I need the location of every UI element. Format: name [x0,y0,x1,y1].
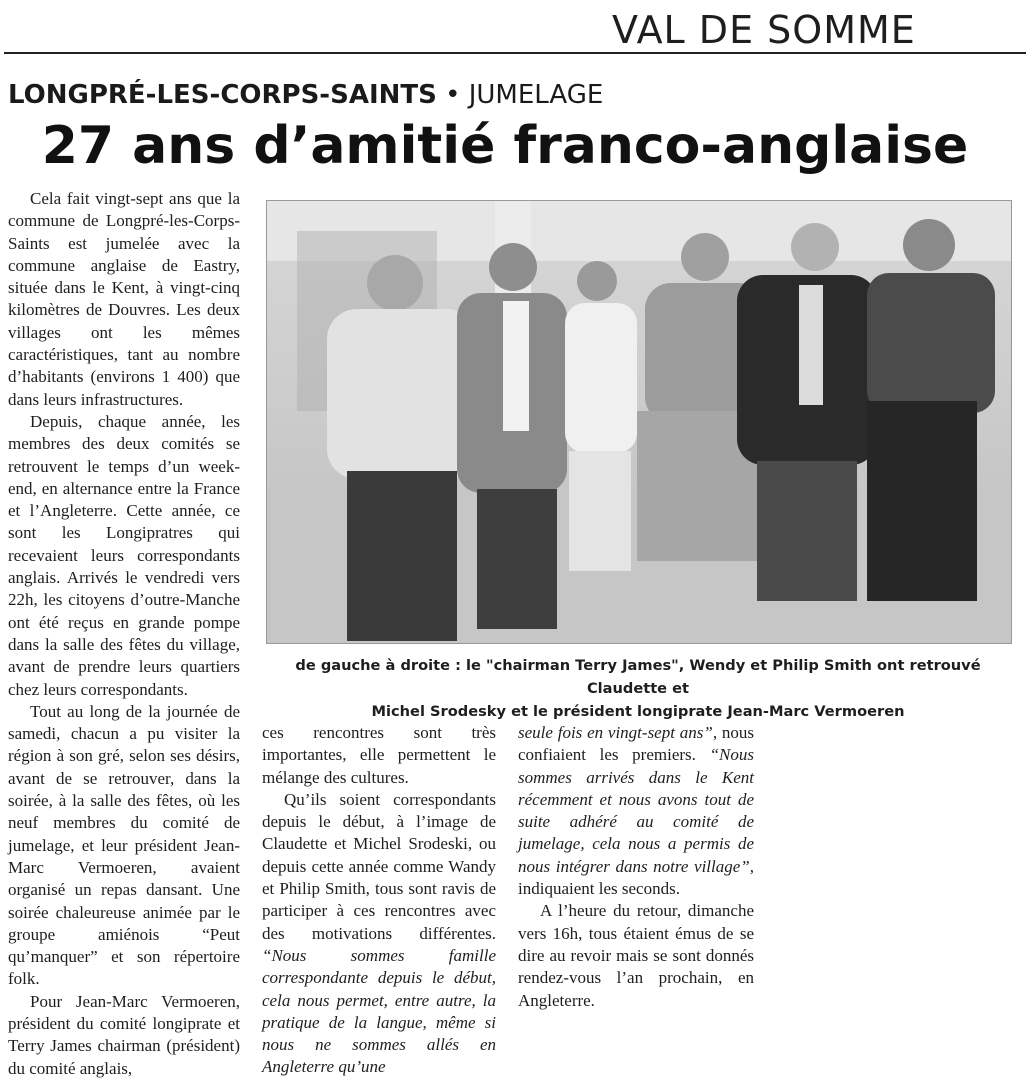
paragraph-1: Cela fait vingt-sept ans que la commune de Longpré-les-Corps-Saints est jumelée avec la commune anglaise de Eastry, située dans le Kent, à vingt-cinq kilomètres de Douvres. Les deux villages ont les mêmes caractéristiques, tant au nombre d’habitants (environs 1 400) que dans leurs infrastructures. [8,189,240,409]
attribution-1: , nous confiaient les premiers. [518,723,754,765]
paragraph-6: A l’heure du retour, dimanche vers 16h, tous étaient émus de se dire au revoir mais se sont donnés rendez-vous l’an prochain, en Angleterre. [518,901,754,1010]
photo-caption [266,654,1010,723]
section-title: VAL DE SOMME [612,8,916,52]
caption-line-1: de gauche à droite : le "chairman Terry James", Wendy et Philip Smith ont retrouvé Claudette et [295,657,981,697]
header-rule [4,52,1026,54]
paragraph-5-cont [518,722,754,900]
article-column-3 [518,722,754,1012]
group-photo [266,200,1012,644]
kicker [8,80,603,110]
paragraph-5-text: Qu’ils soient correspondants depuis le début, à l’image de Claudette et Michel Srodeski, ou depuis cette année comme Wandy et Philip Smith, tous sont ravis de participer à ces rencontres avec des motivations différentes. [262,789,496,943]
kicker-topic: JUMELAGE [468,80,604,110]
group-photo-image [267,201,1011,643]
kicker-place: LONGPRÉ-LES-CORPS-SAINTS [8,80,437,110]
paragraph-4-end: ces rencontres sont très importantes, elle permettent le mélange des cultures. [262,723,496,787]
paragraph-5 [262,789,496,1079]
quote-1-end: seule fois en vingt-sept ans” [518,723,713,742]
paragraph-3: Tout au long de la journée de samedi, chacun a pu visiter la région à son gré, selon ses désirs, avant de se retrouver, dans la soirée, à la salle des fêtes, où les neuf membres du comité de jumelage, et leur président Jean-Marc Vermoeren, avaient organisé un repas dansant. Une soirée chaleureuse animée par le groupe amiénois “Peut qu’manquer” et son répertoire folk. [8,701,240,989]
headline: 27 ans d’amitié franco-anglaise [41,116,969,176]
attribution-2: , indiquaient les seconds. [518,856,754,899]
paragraph-4-start: Pour Jean-Marc Vermoeren, président du comité longiprate et Terry James chairman (président) du comité anglais, [8,991,240,1078]
article-column-2 [262,722,496,1079]
paragraph-2: Depuis, chaque année, les membres des deux comités se retrouvent le temps d’un week-end, en alternance entre la France et l’Angleterre. Cette année, ce sont les Longipratres qui recevaient leurs correspondants anglais. Arrivés le vendredi vers 22h, les citoyens d’outre-Manche ont été reçus en grande pompe dans la salle des fêtes du village, avant de prendre leurs quartiers chez leurs correspondants. [8,411,240,699]
quote-1: “Nous sommes famille correspondante depuis le début, cela nous permet, entre autre, la pratique de la langue, même si nous ne sommes allés en Angleterre qu’une [262,945,496,1077]
caption-line-2: Michel Srodesky et le président longiprate Jean-Marc Vermoeren [371,703,905,720]
kicker-separator: • [445,80,461,110]
quote-2: “Nous sommes arrivés dans le Kent récemment et nous avons tout de suite adhéré au comité de jumelage, cela nous a permis de nous intégrer dans notre village” [518,745,754,876]
article-column-1 [8,188,240,1080]
